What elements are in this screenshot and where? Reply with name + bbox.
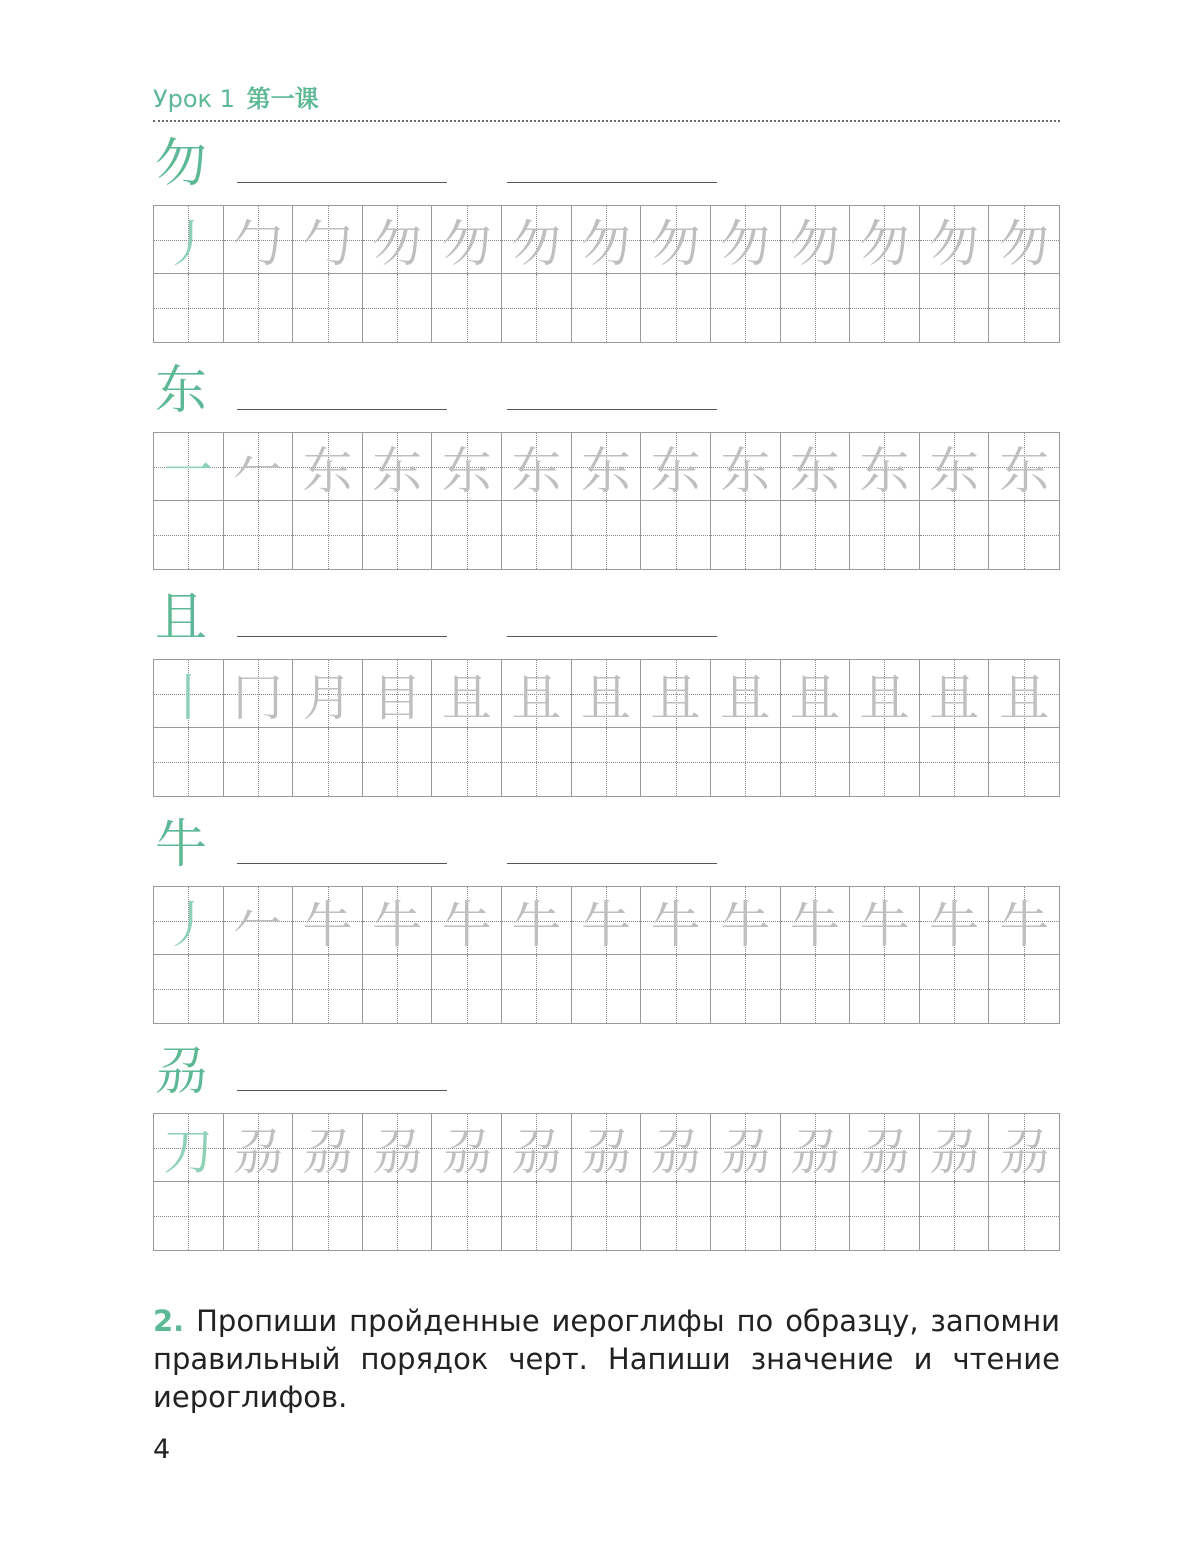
practice-cell[interactable] [572, 955, 642, 1023]
trace-cell [224, 887, 294, 955]
trace-cell [154, 1114, 224, 1182]
meaning-line[interactable] [237, 409, 447, 410]
practice-cell[interactable] [641, 955, 711, 1023]
character-block [153, 1042, 1060, 1257]
lesson-title-cn: 第一课 [246, 85, 319, 113]
stroke-step: 刕 [999, 1122, 1050, 1181]
trace-cell [989, 433, 1059, 501]
practice-cell[interactable] [920, 728, 990, 796]
model-character: 勿 [155, 134, 208, 194]
character-block [153, 361, 1060, 576]
reading-line[interactable] [507, 636, 717, 637]
practice-cell[interactable] [502, 728, 572, 796]
practice-grid [153, 659, 1060, 797]
trace-cell [920, 433, 990, 501]
model-character: 刕 [155, 1042, 208, 1102]
trace-cell [781, 433, 851, 501]
trace-cell [711, 1114, 781, 1182]
practice-cell[interactable] [293, 1182, 363, 1250]
reading-line[interactable] [507, 863, 717, 864]
stroke-step: 勿 [929, 214, 980, 273]
trace-cell [850, 887, 920, 955]
stroke-step: 牛 [580, 895, 631, 954]
character-block [153, 134, 1060, 349]
practice-grid [153, 1113, 1060, 1251]
stroke-step: 东 [999, 441, 1050, 500]
practice-cell[interactable] [711, 274, 781, 342]
trace-cell [432, 660, 502, 728]
trace-cell [989, 660, 1059, 728]
meaning-line[interactable] [237, 182, 447, 183]
trace-cell [850, 433, 920, 501]
stroke-step: 且 [511, 668, 562, 727]
practice-cell[interactable] [432, 955, 502, 1023]
practice-cell[interactable] [850, 955, 920, 1023]
stroke-step: 牛 [302, 895, 353, 954]
trace-cell [432, 433, 502, 501]
practice-cell[interactable] [572, 274, 642, 342]
trace-cell [711, 887, 781, 955]
stroke-step: 刕 [511, 1122, 562, 1181]
practice-cell[interactable] [224, 274, 294, 342]
stroke-step: 且 [859, 668, 910, 727]
practice-cell[interactable] [850, 728, 920, 796]
practice-cell[interactable] [502, 501, 572, 569]
trace-cell [363, 660, 433, 728]
stroke-step: 𠂉 [232, 441, 283, 500]
practice-cell[interactable] [224, 1182, 294, 1250]
practice-cell[interactable] [989, 955, 1059, 1023]
practice-grid [153, 432, 1060, 570]
practice-cell[interactable] [432, 501, 502, 569]
stroke-step: 刀 [163, 1122, 214, 1181]
stroke-step: 牛 [859, 895, 910, 954]
trace-cell [154, 206, 224, 274]
trace-cell [989, 206, 1059, 274]
practice-cell[interactable] [641, 501, 711, 569]
practice-cell[interactable] [293, 728, 363, 796]
practice-cell[interactable] [711, 1182, 781, 1250]
stroke-step: 刕 [720, 1122, 771, 1181]
practice-cell[interactable] [363, 728, 433, 796]
stroke-step: 东 [650, 441, 701, 500]
practice-cell[interactable] [850, 501, 920, 569]
page-number: 4 [153, 1434, 171, 1465]
stroke-step: 东 [929, 441, 980, 500]
reading-line[interactable] [507, 409, 717, 410]
trace-cell [502, 1114, 572, 1182]
practice-cell[interactable] [154, 1182, 224, 1250]
practice-cell[interactable] [641, 1182, 711, 1250]
stroke-step: 牛 [511, 895, 562, 954]
trace-cell [641, 660, 711, 728]
practice-cell[interactable] [224, 728, 294, 796]
stroke-step: 且 [789, 668, 840, 727]
stroke-step: 一 [163, 441, 214, 500]
practice-cell[interactable] [781, 728, 851, 796]
stroke-step: 刕 [580, 1122, 631, 1181]
stroke-step: 牛 [650, 895, 701, 954]
trace-cell [293, 887, 363, 955]
lesson-header [153, 82, 1060, 122]
stroke-step: 牛 [789, 895, 840, 954]
trace-cell [154, 660, 224, 728]
trace-cell [572, 433, 642, 501]
trace-cell [154, 887, 224, 955]
trace-cell [572, 206, 642, 274]
practice-cell[interactable] [293, 955, 363, 1023]
trace-cell [850, 660, 920, 728]
stroke-step: 勿 [720, 214, 771, 273]
stroke-step: 勿 [859, 214, 910, 273]
practice-cell[interactable] [154, 728, 224, 796]
practice-cell[interactable] [989, 1182, 1059, 1250]
practice-cell[interactable] [781, 274, 851, 342]
trace-cell [850, 1114, 920, 1182]
trace-cell [920, 660, 990, 728]
trace-cell [641, 887, 711, 955]
trace-cell [363, 433, 433, 501]
stroke-step: 东 [580, 441, 631, 500]
trace-cell [293, 660, 363, 728]
character-block [153, 588, 1060, 803]
practice-cell[interactable] [293, 274, 363, 342]
stroke-step: 东 [441, 441, 492, 500]
trace-cell [641, 206, 711, 274]
trace-cell [502, 887, 572, 955]
practice-cell[interactable] [363, 501, 433, 569]
trace-cell [989, 887, 1059, 955]
trace-cell [224, 433, 294, 501]
stroke-step: 刕 [650, 1122, 701, 1181]
practice-cell[interactable] [641, 728, 711, 796]
stroke-step: 且 [999, 668, 1050, 727]
stroke-step: 月 [302, 668, 353, 727]
stroke-step: 且 [720, 668, 771, 727]
practice-cell[interactable] [711, 728, 781, 796]
practice-cell[interactable] [154, 955, 224, 1023]
trace-cell [154, 433, 224, 501]
stroke-step: 且 [580, 668, 631, 727]
stroke-step: 且 [929, 668, 980, 727]
trace-cell [920, 206, 990, 274]
stroke-step: 勹 [302, 214, 353, 273]
stroke-step: 丨 [163, 668, 214, 727]
model-character: 且 [155, 588, 208, 648]
practice-cell[interactable] [293, 501, 363, 569]
stroke-step: 刕 [302, 1122, 353, 1181]
trace-cell [363, 887, 433, 955]
trace-cell [293, 433, 363, 501]
trace-cell [502, 433, 572, 501]
practice-cell[interactable] [850, 1182, 920, 1250]
trace-cell [781, 887, 851, 955]
practice-cell[interactable] [502, 955, 572, 1023]
stroke-step: 牛 [929, 895, 980, 954]
practice-cell[interactable] [572, 1182, 642, 1250]
trace-cell [224, 206, 294, 274]
trace-cell [641, 1114, 711, 1182]
trace-cell [711, 206, 781, 274]
trace-cell [432, 887, 502, 955]
stroke-step: 𠂉 [232, 895, 283, 954]
practice-cell[interactable] [920, 501, 990, 569]
trace-cell [293, 206, 363, 274]
stroke-step: 勿 [999, 214, 1050, 273]
trace-cell [781, 660, 851, 728]
practice-cell[interactable] [641, 274, 711, 342]
stroke-step: 勿 [511, 214, 562, 273]
practice-cell[interactable] [154, 274, 224, 342]
practice-cell[interactable] [224, 955, 294, 1023]
stroke-step: 目 [372, 668, 423, 727]
reading-line[interactable] [507, 182, 717, 183]
trace-cell [572, 887, 642, 955]
practice-cell[interactable] [711, 955, 781, 1023]
stroke-step: 冂 [232, 668, 283, 727]
trace-cell [989, 1114, 1059, 1182]
trace-cell [850, 206, 920, 274]
trace-cell [711, 660, 781, 728]
trace-cell [432, 206, 502, 274]
trace-cell [224, 660, 294, 728]
trace-cell [781, 206, 851, 274]
stroke-step: 东 [372, 441, 423, 500]
stroke-step: 刕 [859, 1122, 910, 1181]
task-number: 2. [153, 1304, 185, 1338]
practice-cell[interactable] [432, 274, 502, 342]
stroke-step: 东 [859, 441, 910, 500]
stroke-step: 牛 [720, 895, 771, 954]
practice-cell[interactable] [920, 955, 990, 1023]
stroke-step: 且 [650, 668, 701, 727]
stroke-step: 东 [511, 441, 562, 500]
trace-cell [920, 1114, 990, 1182]
practice-cell[interactable] [989, 728, 1059, 796]
lesson-title-ru: Урок 1 [153, 85, 235, 113]
stroke-step: 勿 [650, 214, 701, 273]
practice-grid [153, 886, 1060, 1024]
task-instruction [153, 1302, 1060, 1416]
task-text: Пропиши пройденные иероглифы по образцу, запомни правильный порядок черт. Напиши значение и чтение иероглифов. [153, 1304, 1061, 1414]
trace-cell [432, 1114, 502, 1182]
practice-cell[interactable] [432, 1182, 502, 1250]
trace-cell [781, 1114, 851, 1182]
practice-cell[interactable] [224, 501, 294, 569]
practice-cell[interactable] [920, 274, 990, 342]
model-character: 东 [155, 361, 208, 421]
lesson-title [153, 82, 319, 116]
stroke-step: 东 [302, 441, 353, 500]
meaning-line[interactable] [237, 1090, 447, 1091]
practice-cell[interactable] [154, 501, 224, 569]
practice-cell[interactable] [781, 501, 851, 569]
practice-cell[interactable] [363, 274, 433, 342]
trace-cell [502, 206, 572, 274]
practice-cell[interactable] [502, 1182, 572, 1250]
stroke-step: 刕 [372, 1122, 423, 1181]
practice-cell[interactable] [781, 955, 851, 1023]
stroke-step: 勿 [441, 214, 492, 273]
stroke-step: 刕 [789, 1122, 840, 1181]
meaning-line[interactable] [237, 863, 447, 864]
stroke-step: 刕 [232, 1122, 283, 1181]
stroke-step: 刕 [441, 1122, 492, 1181]
stroke-step: 且 [441, 668, 492, 727]
model-character: 牛 [155, 815, 208, 875]
stroke-step: 勹 [232, 214, 283, 273]
stroke-step: 勿 [372, 214, 423, 273]
trace-cell [641, 433, 711, 501]
stroke-step: 刕 [929, 1122, 980, 1181]
practice-cell[interactable] [989, 501, 1059, 569]
stroke-step: 勿 [580, 214, 631, 273]
trace-cell [920, 887, 990, 955]
practice-cell[interactable] [989, 274, 1059, 342]
trace-cell [711, 433, 781, 501]
stroke-step: 丿 [163, 895, 214, 954]
trace-cell [224, 1114, 294, 1182]
trace-cell [572, 1114, 642, 1182]
trace-cell [572, 660, 642, 728]
stroke-step: 丿 [163, 214, 214, 273]
practice-cell[interactable] [920, 1182, 990, 1250]
practice-cell[interactable] [432, 728, 502, 796]
stroke-step: 牛 [999, 895, 1050, 954]
meaning-line[interactable] [237, 636, 447, 637]
trace-cell [363, 206, 433, 274]
practice-cell[interactable] [572, 501, 642, 569]
stroke-step: 东 [789, 441, 840, 500]
practice-cell[interactable] [711, 501, 781, 569]
practice-grid [153, 205, 1060, 343]
practice-cell[interactable] [572, 728, 642, 796]
trace-cell [363, 1114, 433, 1182]
trace-cell [502, 660, 572, 728]
practice-cell[interactable] [363, 1182, 433, 1250]
stroke-step: 牛 [372, 895, 423, 954]
stroke-step: 勿 [789, 214, 840, 273]
stroke-step: 牛 [441, 895, 492, 954]
practice-cell[interactable] [363, 955, 433, 1023]
stroke-step: 东 [720, 441, 771, 500]
trace-cell [293, 1114, 363, 1182]
practice-cell[interactable] [781, 1182, 851, 1250]
character-block [153, 815, 1060, 1030]
practice-cell[interactable] [502, 274, 572, 342]
practice-cell[interactable] [850, 274, 920, 342]
